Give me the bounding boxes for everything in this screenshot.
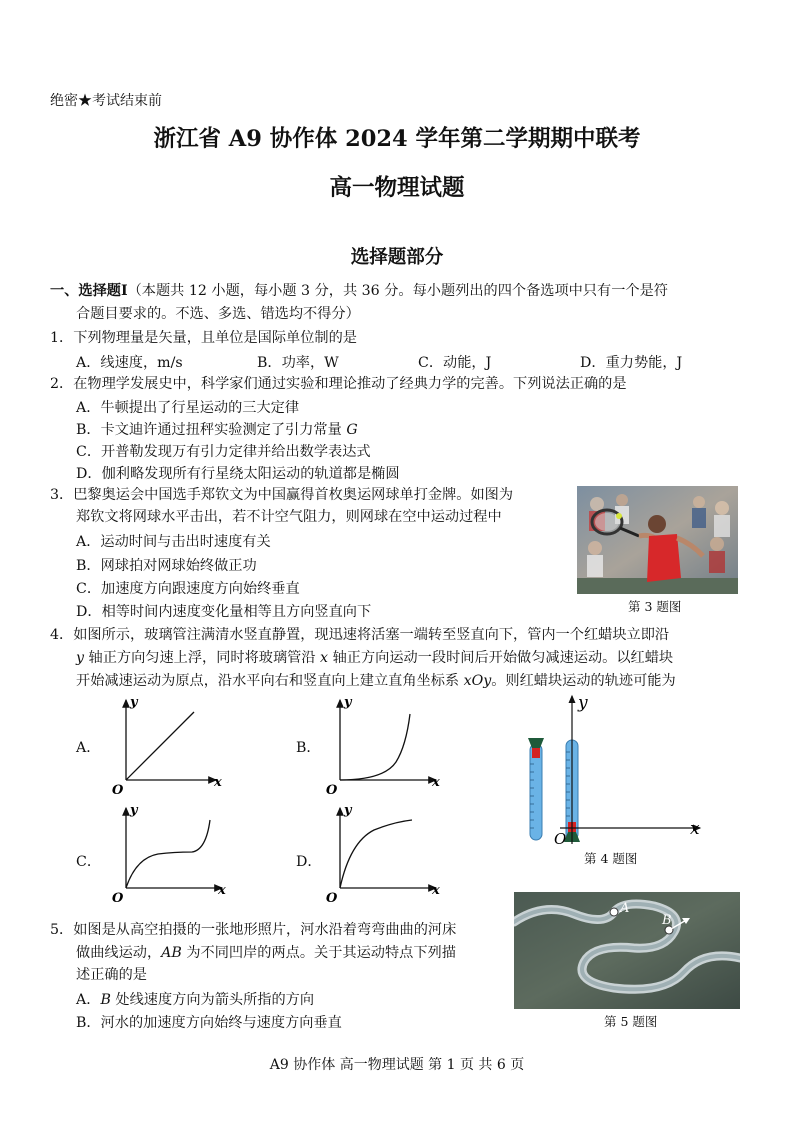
q2-option-d: D．伽利略发现所有行星绕太阳运动的轨道都是椭圆 bbox=[76, 466, 400, 482]
q5-stem-3: 述正确的是 bbox=[76, 967, 147, 983]
q4-option-b: B． bbox=[296, 740, 321, 756]
q2-option-b-var: G bbox=[346, 422, 358, 438]
q4-graph-b bbox=[324, 694, 450, 800]
q5-option-a-post: 处线速度方向为箭头所指的方向 bbox=[110, 992, 315, 1008]
instructions-line-1 bbox=[50, 281, 668, 301]
page-footer: A9 协作体 高一物理试题 第 1 页 共 6 页 bbox=[269, 1057, 525, 1073]
q5-option-a-var: B bbox=[100, 992, 111, 1008]
q4-caption: 第 4 题图 bbox=[584, 851, 638, 866]
q4-graph-c-x-label: x bbox=[218, 883, 226, 898]
q3-option-d: D．相等时间内速度变化量相等且方向竖直向下 bbox=[76, 604, 372, 620]
confidential-label: 绝密★考试结束前 bbox=[50, 93, 162, 109]
q5-point-a bbox=[610, 908, 618, 916]
exam-title: 浙江省 A9 协作体 2024 学年第二学期期中联考 bbox=[153, 126, 641, 152]
q4-graph-a bbox=[110, 694, 230, 800]
q4-left-wax-block bbox=[532, 748, 540, 758]
q4-graph-b-y-label: y bbox=[344, 695, 352, 710]
q3-stem-1: 3．巴黎奥运会中国选手郑钦文为中国赢得首枚奥运网球单打金牌。如图为 bbox=[50, 487, 514, 503]
q5-stem-2-var: AB bbox=[161, 945, 182, 961]
q4-stem-3-post: 。则红蜡块运动的轨迹可能为 bbox=[491, 673, 676, 689]
q1-stem: 1．下列物理量是矢量，且单位是国际单位制的是 bbox=[50, 330, 357, 346]
q5-option-a-pre: A． bbox=[76, 992, 101, 1008]
q4-graph-a-y-label: y bbox=[130, 695, 138, 710]
q4-figure-origin: O bbox=[554, 830, 567, 848]
q4-graph-b-origin: O bbox=[326, 783, 338, 798]
q4-stem-2-b: 轴正方向匀速上浮，同时将玻璃管沿 bbox=[84, 650, 321, 666]
q4-stem-3-pre: 开始减速运动为原点，沿水平向右和竖直向上建立直角坐标系 bbox=[76, 673, 464, 689]
q2-option-c: C．开普勒发现万有引力定律并给出数学表达式 bbox=[76, 444, 371, 460]
instructions-lead: 一、选择题Ⅰ bbox=[50, 283, 128, 299]
q2-option-a: A．牛顿提出了行星运动的三大定律 bbox=[76, 400, 300, 416]
q4-graph-b-x-label: x bbox=[432, 775, 440, 790]
q4-stem-1: 4．如图所示，玻璃管注满清水竖直静置，现迅速将活塞一端转至竖直向下，管内一个红蜡块立即沿 bbox=[50, 627, 670, 643]
q3-option-a: A．运动时间与击出时速度有关 bbox=[76, 534, 271, 550]
q5-label-a: A bbox=[620, 901, 630, 916]
q4-graph-b-curve bbox=[340, 714, 410, 780]
q2-stem: 2．在物理学发展史中，科学家们通过实验和理论推动了经典力学的完善。下列说法正确的是 bbox=[50, 376, 627, 392]
q4-stem-2 bbox=[76, 648, 673, 668]
instructions-line-2: 合题目要求的。不选、多选、错选均不得分） bbox=[76, 306, 360, 322]
q5-stem-2-post: 为不同凹岸的两点。关于其运动特点下列描 bbox=[181, 945, 456, 961]
q4-glass-tube-figure bbox=[520, 692, 710, 848]
q5-stem-2 bbox=[76, 943, 456, 963]
q4-graph-c-curve bbox=[126, 820, 210, 888]
q4-graph-d-x-label: x bbox=[432, 883, 440, 898]
q4-graph-d-curve bbox=[340, 820, 412, 888]
q5-caption: 第 5 题图 bbox=[604, 1014, 658, 1029]
q4-option-c: C． bbox=[76, 854, 102, 870]
q4-stem-2-y: y bbox=[76, 650, 85, 666]
q5-stem-2-pre: 做曲线运动， bbox=[76, 945, 162, 961]
q3-stem-2: 郑钦文将网球水平击出，若不计空气阻力，则网球在空中运动过程中 bbox=[76, 509, 502, 525]
q4-graph-a-origin: O bbox=[112, 783, 124, 798]
q3-option-c: C．加速度方向跟速度方向始终垂直 bbox=[76, 581, 300, 597]
q1-option-d: D．重力势能，J bbox=[580, 355, 683, 371]
q4-option-a: A． bbox=[76, 740, 101, 756]
q5-option-a bbox=[76, 989, 314, 1009]
q4-graph-a-curve bbox=[126, 712, 194, 780]
q2-option-b-text: B．卡文迪许通过扭秤实验测定了引力常量 bbox=[76, 422, 347, 438]
q4-stem-3-var: xOy bbox=[463, 673, 492, 689]
section-heading: 选择题部分 bbox=[350, 247, 444, 268]
q3-caption: 第 3 题图 bbox=[628, 599, 682, 614]
q5-label-b: B bbox=[662, 913, 672, 928]
q4-option-d: D． bbox=[296, 854, 322, 870]
q4-graph-d bbox=[324, 804, 450, 904]
q3-option-b: B．网球拍对网球始终做正功 bbox=[76, 558, 257, 574]
q4-graph-d-origin: O bbox=[326, 891, 338, 904]
exam-subtitle: 高一物理试题 bbox=[329, 175, 465, 201]
q4-stem-3 bbox=[76, 671, 676, 691]
q4-stem-2-d: 轴正方向运动一段时间后开始做匀减速运动。以红蜡块 bbox=[328, 650, 674, 666]
q4-graph-d-y-label: y bbox=[344, 804, 352, 818]
q1-option-a: A．线速度，m/s bbox=[76, 355, 183, 371]
q5-option-b: B．河水的加速度方向始终与速度方向垂直 bbox=[76, 1015, 342, 1031]
q3-tennis-photo bbox=[577, 486, 738, 594]
q4-stem-2-x: x bbox=[320, 650, 329, 666]
q4-graph-a-x-label: x bbox=[214, 775, 222, 790]
q4-graph-c-origin: O bbox=[112, 891, 124, 904]
q4-left-tube bbox=[530, 744, 542, 840]
q4-left-plug bbox=[528, 738, 544, 748]
q2-option-b bbox=[76, 419, 358, 439]
instructions-text-1: （本题共 12 小题，每小题 3 分，共 36 分。每小题列出的四个备选项中只有一个是符 bbox=[127, 283, 668, 299]
q5-river-photo bbox=[514, 892, 740, 1009]
q5-stem-1: 5．如图是从高空拍摄的一张地形照片，河水沿着弯弯曲曲的河床 bbox=[50, 922, 457, 938]
q4-figure-y-label: y bbox=[578, 693, 588, 713]
q4-figure-x-label: x bbox=[690, 819, 700, 839]
q1-option-b: B．功率，W bbox=[257, 355, 339, 371]
q4-graph-c bbox=[110, 804, 236, 904]
q1-option-c: C．动能，J bbox=[418, 355, 492, 371]
q4-graph-c-y-label: y bbox=[130, 804, 138, 818]
